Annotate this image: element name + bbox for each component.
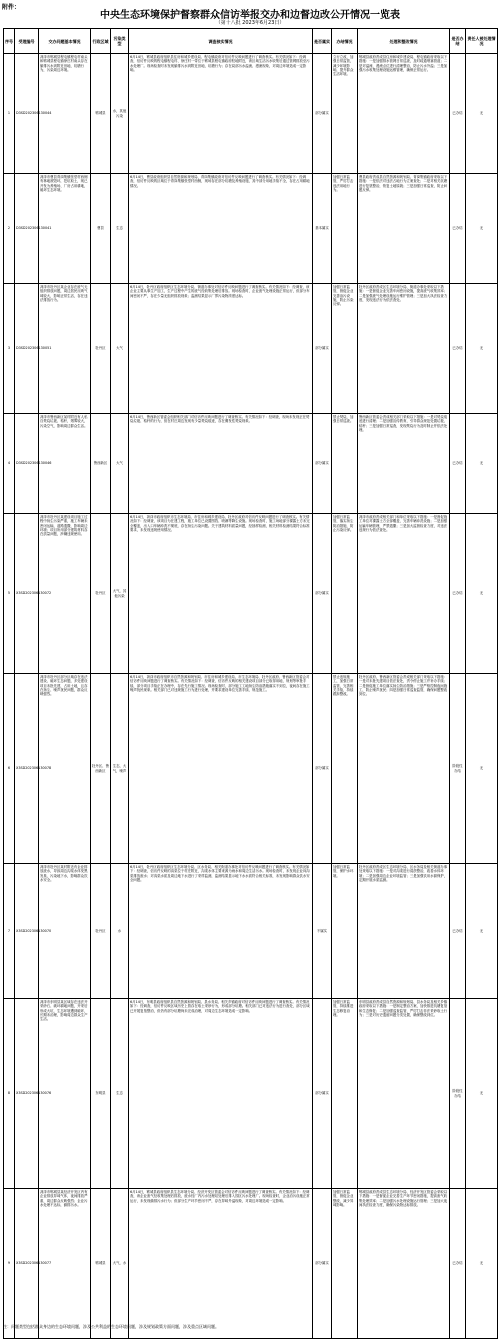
attachment-label: 附件： bbox=[2, 4, 21, 11]
cell-closed: 已办结 bbox=[450, 1189, 466, 1339]
cell-person: 无 bbox=[466, 674, 498, 864]
page-title: 中央生态环境保护督察群众信访举报交办和边督边改公开情况一览表 bbox=[100, 10, 400, 21]
cell-closed: 已办结 bbox=[450, 284, 466, 414]
cell-person: 无 bbox=[466, 999, 498, 1189]
cell-real: 部分属实 bbox=[313, 1189, 332, 1339]
cell-handling: 郓城县政府责成县生态环境分局、经济开发区管委会采取以下措施：一是督促企业完善生产环节密闭措施，提高废气收集处理效率；二是加强污水处理设施运行管理；三是加大夜间执法检查力度，确保污染物达标排放。 bbox=[358, 1189, 450, 1339]
cell-handling: 牡丹区政府责成区生态环境分局、街道办事处采取以下措施：一是督促企业完善车间密闭设施，提高废气收集效率；二是加强废气处理设施运行维护管理；三是加大执法检查力度，发现违法行为依法查处。 bbox=[358, 284, 450, 414]
cell-handling: 曹县政府责成县自然资源和规划局、青岗集镇政府采取以下措施：一是依法对违法占地行为立案查处；二是对相关坑塘进行复垦整治，恢复土地原貌；三是加强日常巡查，防止问题反弹。 bbox=[358, 174, 450, 284]
table-row bbox=[4, 284, 498, 414]
cell-closed: 阶段性办结 bbox=[450, 674, 466, 864]
cell-person: 无 bbox=[466, 174, 498, 284]
cell-survey: 6月14日，牡丹区政府组织区生态环境分局、区水务局、相关街道办事处对信访件反映问题进行了调查核实。有关情况如下：经调查，信访件反映的沟渠位于村庄附近，沟渠水体主要来源为雨水和周边生活污水。现场检查时，未发现企业向沟渠排放废水；对沟渠水质及周边地下水进行了采样监测，监测结果显示地下水水质符合相关标准，未发现影响群众饮水安全问题。 bbox=[129, 864, 313, 999]
cell-closed: 已办结 bbox=[450, 514, 466, 674]
header-real: 是否属实 bbox=[313, 29, 332, 54]
cell-person: 无 bbox=[466, 54, 498, 174]
table-row bbox=[4, 999, 498, 1189]
cell-real: 部分属实 bbox=[313, 999, 332, 1189]
cell-basic: 菏泽市曹县青岗集镇张堂村西侧有林地被毁坏，挖坑取土，现已开发为养殖场、厂房占用耕地，破坏生态环境。 bbox=[39, 174, 91, 284]
cell-basic: 菏泽市郓城县某经济开发区内有企业排放异味气体，夜间排放严重，周边群众反映强烈；企业污水处理不达标，偷排污水。 bbox=[39, 1189, 91, 1339]
cell-survey: 6月14日，菏泽市政府组织市生态环境局、市住房和城乡建设局、牡丹区政府对信访件反映问题进行了调查核实。有关情况如下：经调查，该项目为在建工程，施工单位已设置围挡、喷淋等降尘设施。现场检查时，施工场地部分裸露土方未完全覆盖，出入口车辆冲洗不彻底，存在扬尘污染问题。关于建筑材料质量问题，经抽样检测，相关材料检测结果符合标准要求，未发现违规使用情况。 bbox=[129, 514, 313, 674]
cell-code: X3SD202306130078 bbox=[15, 674, 39, 864]
cell-survey: 6月14日，牡丹区政府组织区生态环境分局、街道办事处对信访件反映问题进行了调查核实。有关情况如下：经调查，该企业主要从事生产加工，生产过程中产生的废气经收集处理后排放。现场检查时，企业废气处理设施正常运行，但部分车间密闭不严，存在少量无组织排放现象；监测结果显示厂界污染物浓度达标。 bbox=[129, 284, 313, 414]
cell-handling: 东明县政府责成县自然资源和规划局、县水务局及相关乡镇政府采取以下措施：一是制定整治方案，加快推进坑塘复垦和生态修复；二是加强巡查监管，严厉打击非法采砂取土行为；三是对历史遗留问题分类处置，确保整改到位。 bbox=[358, 999, 450, 1189]
cell-code: X3SD202306130072 bbox=[15, 514, 39, 674]
cell-no: 3 bbox=[4, 284, 15, 414]
cell-real: 不属实 bbox=[313, 864, 332, 999]
cell-region: 东明县 bbox=[91, 999, 111, 1189]
cell-result: 禁止违规施工，加强日常监管，完善相关手续，持续跟踪整改。 bbox=[332, 674, 358, 864]
cell-result: 加强日常监管，落实扬尘防治措施，防止污染反弹。 bbox=[332, 514, 358, 674]
cell-survey: 6月14日，郓城县政府组织县住房和城乡建设局、程屯镇政府对信访件反映问题进行了调查核实。有关情况如下：经调查，信访件反映的程屯镇程屯村、徐庄村一带位于郓城县程屯镇政府驻地附近，该区域生活污水收集后通过管网排放至污水处理厂。现场检查时未发现偷排污水到附近田地、坑塘行为；存在局部污水溢流、漫流现象，对周边环境造成一定影响。 bbox=[129, 54, 313, 174]
cell-person: 无 bbox=[466, 864, 498, 999]
cell-type: 生态，大气，噪声 bbox=[111, 674, 129, 864]
cell-type: 大气，其他污染 bbox=[111, 514, 129, 674]
cell-real: 部分属实 bbox=[313, 54, 332, 174]
header-closed: 是否办结 bbox=[450, 29, 466, 54]
table-header-row bbox=[4, 29, 498, 54]
cell-code: X3SD202306130077 bbox=[15, 1189, 39, 1339]
cell-region: 牡丹区 bbox=[91, 284, 111, 414]
cell-handling: 牡丹区政府责成区生态环境分局、区水务局及相关街道办事处采取以下措施：一是对沟渠进行清淤整治，改善水体环境；二是加强周边企业环境监管；三是加强饮用水源保护，定期开展水质监测。 bbox=[358, 864, 450, 999]
cell-real: 部分属实 bbox=[313, 284, 332, 414]
cell-real: 部分属实 bbox=[313, 674, 332, 864]
cell-person: 无 bbox=[466, 284, 498, 414]
cell-no: 9 bbox=[4, 1189, 15, 1339]
cell-result: 加强日常监管，严厉打击违法用地行为。 bbox=[332, 174, 358, 284]
table-row bbox=[4, 864, 498, 999]
report-table bbox=[3, 28, 498, 1339]
cell-type: 生态 bbox=[111, 174, 129, 284]
cell-real: 部分属实 bbox=[313, 514, 332, 674]
cell-basic: 菏泽市郓城县程屯镇程屯村南头和郓城县程屯镇徐庄村南头存在偷排污水到附近田地、坑塘行为，污染周边环境。 bbox=[39, 54, 91, 174]
cell-no: 7 bbox=[4, 864, 15, 999]
cell-result: 加强日常监管，督促企业完善治污设施，防止污染反弹。 bbox=[332, 284, 358, 414]
cell-type: 生态 bbox=[111, 999, 129, 1189]
cell-type: 大气 bbox=[111, 414, 129, 514]
cell-no: 8 bbox=[4, 999, 15, 1189]
cell-person: 无 bbox=[466, 514, 498, 674]
table-row bbox=[4, 174, 498, 284]
cell-closed: 已办结 bbox=[450, 414, 466, 514]
cell-basic: 菏泽市东明县某区域存在违法开采砂石、破坏耕地问题，开采后形成大坑，生态环境遭到破坏，长期未治理，影响周边群众生产生活。 bbox=[39, 999, 91, 1189]
table-row bbox=[4, 514, 498, 674]
cell-basic: 菏泽市牡丹区某建设项目施工过程中扬尘污染严重，施工车辆未密闭运输，道路遗撒，影响周边环境；项目所用部分建筑材料存在质量问题，涉嫌违规使用。 bbox=[39, 514, 91, 674]
cell-type: 大气 bbox=[111, 284, 129, 414]
table-body bbox=[4, 54, 498, 1339]
cell-closed: 阶段性办结 bbox=[450, 999, 466, 1189]
cell-code: X3SD202306130076 bbox=[15, 999, 39, 1189]
cell-code: D3SD202306130044 bbox=[15, 54, 39, 174]
cell-result: 加强日常监管，保护水环境。 bbox=[332, 864, 358, 999]
table-row bbox=[4, 1189, 498, 1339]
cell-region: 牡丹区、鲁西新区 bbox=[91, 674, 111, 864]
cell-no: 5 bbox=[4, 514, 15, 674]
cell-handling: 菏泽市政府责成相关部门和单位采取以下措施：一是督促施工单位对裸露土方全部覆盖，完善车辆冲洗设施；二是加强运输车辆管理，严禁遗撒；三是加大监督检查力度，对违法违规行为依法查处。 bbox=[358, 514, 450, 674]
cell-basic: 菏泽市鲁西新区某村附近有人私自焚烧垃圾、秸秆，烟雾较大，污染空气，影响周边群众生活。 bbox=[39, 414, 91, 514]
cell-basic: 菏泽市牡丹区部分区域存在违法建设、破坏生态问题，多处建设项目未批先建，占用土地，且存在扬尘、噪声扰民问题，群众反映强烈。 bbox=[39, 674, 91, 864]
header-survey: 调查核实情况 bbox=[129, 29, 313, 54]
header-person: 责任人被处理情况 bbox=[466, 29, 498, 54]
cell-real: 基本属实 bbox=[313, 174, 332, 284]
cell-handling: 郓城县政府责成县住房和城乡建设局、程屯镇政府采取以下措施：一是加强排水管网日常巡查，及时疏通堵塞管道；二是对溢流、漫流点位进行清理整治，防止污水外溢；三是加强污水收集处理设施运维管理，确保正常运行。 bbox=[358, 54, 450, 174]
cell-person: 无 bbox=[466, 414, 498, 514]
cell-code: D3SD202306130041 bbox=[15, 174, 39, 284]
table-row bbox=[4, 54, 498, 174]
table-row bbox=[4, 674, 498, 864]
cell-code: D3SD202306130046 bbox=[15, 414, 39, 514]
cell-closed: 已办结 bbox=[450, 864, 466, 999]
footnote: 注：问题类型包括群众身边的生态环境问题，涉及公共利益的生态环境问题，涉及规划政策方面问题，涉及重点区域问题。 bbox=[3, 1324, 219, 1329]
cell-no: 4 bbox=[4, 414, 15, 514]
header-region: 行政区域 bbox=[91, 29, 111, 54]
cell-survey: 6月14日，东明县政府组织县自然资源和规划局、县水务局、相关乡镇政府对信访件反映问题进行了调查核实。有关情况如下：经调查，信访件反映区域历史上曾存在取土采砂行为，形成部分坑塘。相关部门已对违法行为进行查处，部分区域已开展复垦整治，但仍有部分坑塘尚未完成治理，对周边生态环境造成一定影响。 bbox=[129, 999, 313, 1189]
cell-region: 鲁西新区 bbox=[91, 414, 111, 514]
cell-region: 牡丹区 bbox=[91, 864, 111, 999]
cell-handling: 牡丹区政府、鲁西新区管委会责成相关部门采取以下措施：一是对未批先建项目依法查处，责令停止施工并补办手续；二是督促施工单位落实扬尘防治措施；三是严格控制夜间施工，防止噪声扰民；四是加强日常巡查监管，确保问题整改到位。 bbox=[358, 674, 450, 864]
cell-type: 水，其他污染 bbox=[111, 54, 129, 174]
cell-result: 加强日常监管，督促企业整改，减少异味影响。 bbox=[332, 1189, 358, 1339]
cell-handling: 鲁西新区管委会责成相关部门采取以下措施：一是对焚烧痕迹进行清理；二是加强宣传教育，引导群众规范处置垃圾、秸秆；三是加强日常巡查，发现焚烧行为及时制止并依法处理。 bbox=[358, 414, 450, 514]
header-no: 序号 bbox=[4, 29, 15, 54]
cell-result: 禁止焚烧，加强日常巡查。 bbox=[332, 414, 358, 514]
header-handling: 处理和整改情况 bbox=[358, 29, 450, 54]
cell-person: 无 bbox=[466, 1189, 498, 1339]
cell-no: 2 bbox=[4, 174, 15, 284]
header-basic: 交办问题基本情况 bbox=[39, 29, 91, 54]
cell-result: 加强日常监管，持续推进生态修复治理。 bbox=[332, 999, 358, 1189]
cell-basic: 菏泽市牡丹区某村附近有企业排放废水，导致周边沟渠水体发黑发臭，污染地下水，影响群众饮水安全。 bbox=[39, 864, 91, 999]
page-subtitle: （第十八批 2023年6月23日） bbox=[215, 20, 285, 26]
cell-survey: 6月14日，郓城县政府组织县生态环境分局、经济开发区管委会对信访件反映问题进行了调查核实。有关情况如下：经调查，该企业废气经收集处理后排放，废水经厂内污水处理站处理后排入园区污水处理厂。现场检查时，企业治污设施正常运行，未发现偷排污水行为；但部分生产环节密闭不严，存在异味外溢现象，对周边环境造成一定影响。 bbox=[129, 1189, 313, 1339]
cell-region: 曹县 bbox=[91, 174, 111, 284]
cell-region: 郓城县 bbox=[91, 1189, 111, 1339]
cell-region: 郓城县 bbox=[91, 54, 111, 174]
cell-type: 大气，水 bbox=[111, 1189, 129, 1339]
cell-closed: 已办结 bbox=[450, 54, 466, 174]
header-code: 受理编号 bbox=[15, 29, 39, 54]
cell-basic: 菏泽市牡丹区某企业存在废气无组织排放问题，周边居民反映气味较大，影响正常生活，存在违法排放行为。 bbox=[39, 284, 91, 414]
header-type: 污染类型 bbox=[111, 29, 129, 54]
cell-real: 部分属实 bbox=[313, 414, 332, 514]
cell-code: X3SD202306130070 bbox=[15, 864, 39, 999]
cell-region: 牡丹区 bbox=[91, 514, 111, 674]
cell-no: 6 bbox=[4, 674, 15, 864]
cell-result: 立行立改，加强日常监管，减少环境影响，提升群众生活环境。 bbox=[332, 54, 358, 174]
table-row bbox=[4, 414, 498, 514]
cell-closed: 已办结 bbox=[450, 174, 466, 284]
cell-type: 水 bbox=[111, 864, 129, 999]
cell-survey: 6月14日，鲁西新区管委会组织相关部门对信访件反映问题进行了调查核实。有关情况如下：经调查，现场未发现正在焚烧垃圾、秸秆的行为，但在村庄周边发现有少量焚烧痕迹，存在偶发性焚烧现象。 bbox=[129, 414, 313, 514]
cell-survey: 6月14日，菏泽市政府组织市自然资源和规划局、市住房和城乡建设局、市生态环境局、牡丹区政府、鲁西新区管委会对信访件反映问题进行了调查核实。有关情况如下：经调查，信访件反映的相关建设项目部分已取得用地、规划等审批手续，部分项目手续正在办理中，存在先行施工情况。现场检查时，部分施工工地扬尘防治措施落实不到位，夜间存在施工噪声扰民现象。相关部门已对违规施工行为进行处理，并要求建设单位完善手续、规范施工。 bbox=[129, 674, 313, 864]
cell-survey: 6月14日，曹县政府组织县自然资源和规划局、青岗集镇政府对信访件反映问题进行了调查核实。有关情况如下：经调查，信访件反映的区域位于青岗集镇张堂村西侧，现场存在部分坑塘及养殖设施，其中部分用地手续不全，存在占用耕地情况。 bbox=[129, 174, 313, 284]
header-result: 办结情况 bbox=[332, 29, 358, 54]
cell-no: 1 bbox=[4, 54, 15, 174]
cell-code: D3SD202306130051 bbox=[15, 284, 39, 414]
